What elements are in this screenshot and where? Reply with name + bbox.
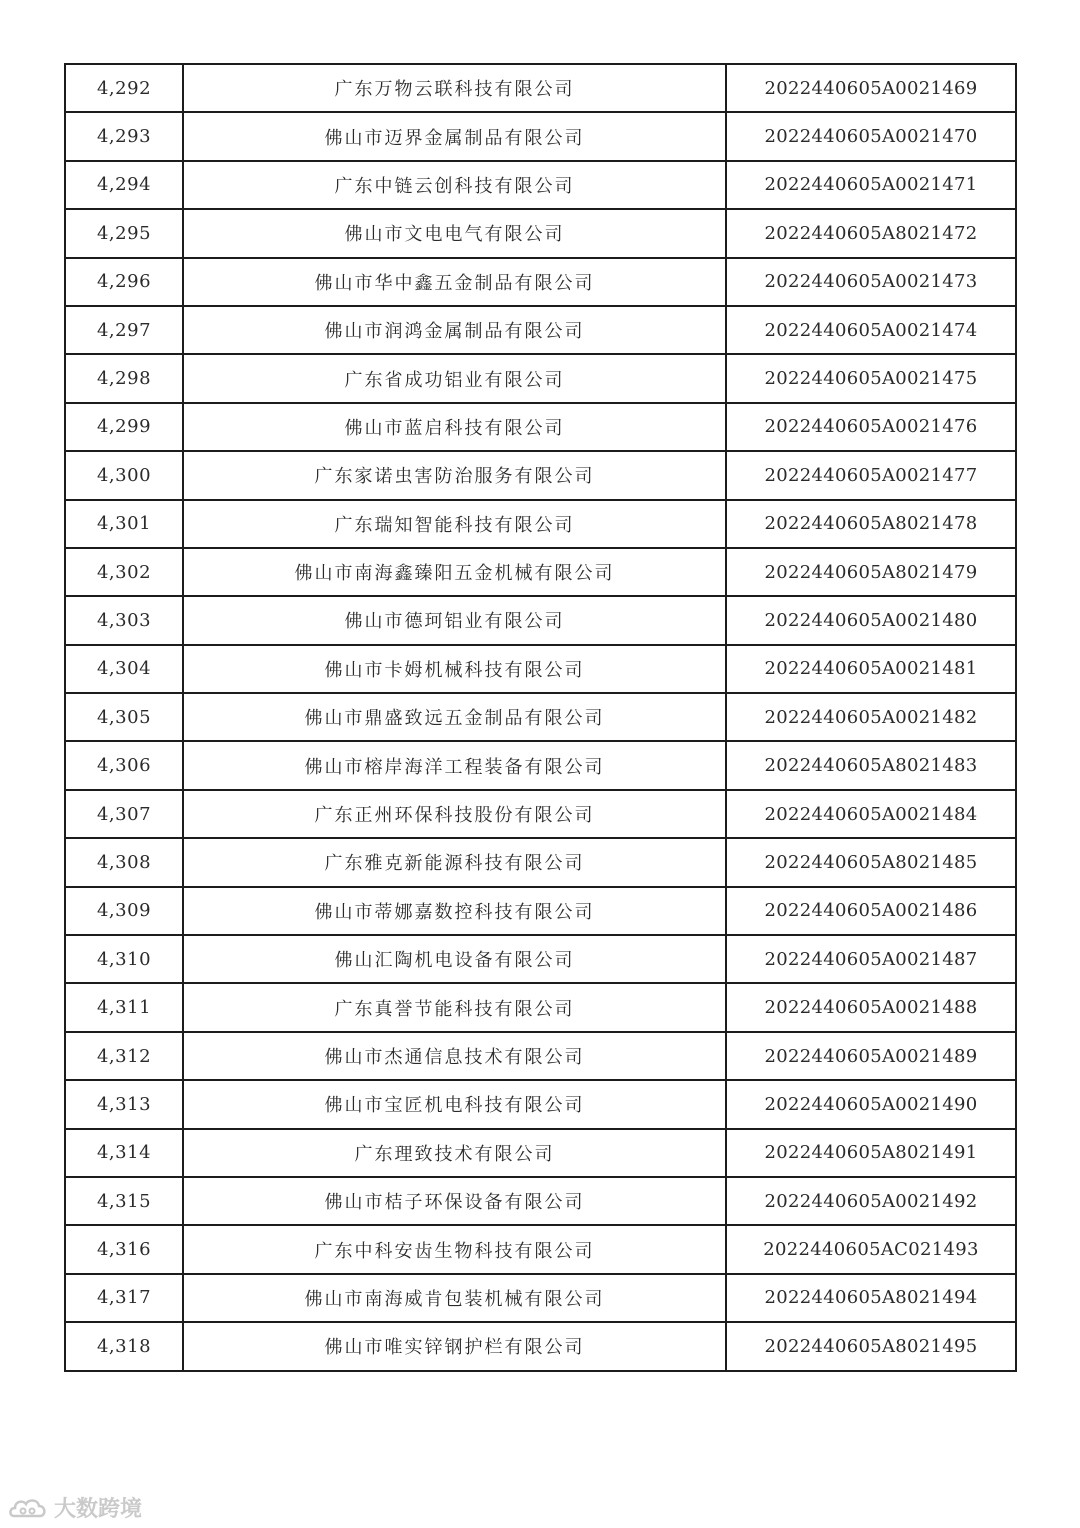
registration-code: 2022440605A0021489	[726, 1032, 1016, 1080]
row-number: 4,318	[65, 1322, 183, 1370]
row-number: 4,303	[65, 596, 183, 644]
table-row	[65, 596, 1016, 644]
company-name: 佛山市华中鑫五金制品有限公司	[183, 258, 726, 306]
company-name: 佛山市德珂铝业有限公司	[183, 596, 726, 644]
registration-code: 2022440605A0021487	[726, 935, 1016, 983]
registration-code: 2022440605A0021477	[726, 451, 1016, 499]
row-number: 4,298	[65, 354, 183, 402]
company-name: 广东万物云联科技有限公司	[183, 64, 726, 112]
table-row	[65, 64, 1016, 112]
registration-code: 2022440605A0021482	[726, 693, 1016, 741]
table-row	[65, 1177, 1016, 1225]
registration-code: 2022440605A0021490	[726, 1080, 1016, 1128]
table-row	[65, 1129, 1016, 1177]
row-number: 4,304	[65, 645, 183, 693]
table-row	[65, 1225, 1016, 1273]
company-name: 佛山市唯实锌钢护栏有限公司	[183, 1322, 726, 1370]
row-number: 4,295	[65, 209, 183, 257]
company-name: 广东省成功铝业有限公司	[183, 354, 726, 402]
row-number: 4,293	[65, 112, 183, 160]
table-row	[65, 741, 1016, 789]
company-name: 广东家诺虫害防治服务有限公司	[183, 451, 726, 499]
company-name: 佛山市润鸿金属制品有限公司	[183, 306, 726, 354]
row-number: 4,302	[65, 548, 183, 596]
row-number: 4,301	[65, 500, 183, 548]
registration-code: 2022440605A0021484	[726, 790, 1016, 838]
row-number: 4,305	[65, 693, 183, 741]
row-number: 4,316	[65, 1225, 183, 1273]
company-name: 广东瑞知智能科技有限公司	[183, 500, 726, 548]
registration-code: 2022440605AC021493	[726, 1225, 1016, 1273]
table-row	[65, 935, 1016, 983]
registration-code: 2022440605A0021488	[726, 983, 1016, 1031]
company-name: 佛山市蒂娜嘉数控科技有限公司	[183, 887, 726, 935]
cloud-logo-icon	[8, 1494, 48, 1522]
row-number: 4,317	[65, 1274, 183, 1322]
registration-code: 2022440605A0021470	[726, 112, 1016, 160]
company-name: 佛山市榕岸海洋工程装备有限公司	[183, 741, 726, 789]
registration-code: 2022440605A0021469	[726, 64, 1016, 112]
row-number: 4,315	[65, 1177, 183, 1225]
row-number: 4,299	[65, 403, 183, 451]
company-name: 广东雅克新能源科技有限公司	[183, 838, 726, 886]
company-name: 广东理致技术有限公司	[183, 1129, 726, 1177]
registration-code: 2022440605A8021472	[726, 209, 1016, 257]
registration-code: 2022440605A0021486	[726, 887, 1016, 935]
company-name: 佛山市文电电气有限公司	[183, 209, 726, 257]
row-number: 4,294	[65, 161, 183, 209]
table-body	[65, 64, 1016, 1371]
company-name: 佛山市南海鑫臻阳五金机械有限公司	[183, 548, 726, 596]
table-row	[65, 1032, 1016, 1080]
table-row	[65, 403, 1016, 451]
registration-code: 2022440605A0021471	[726, 161, 1016, 209]
registration-code: 2022440605A8021491	[726, 1129, 1016, 1177]
registration-code: 2022440605A8021483	[726, 741, 1016, 789]
row-number: 4,296	[65, 258, 183, 306]
registration-code: 2022440605A8021495	[726, 1322, 1016, 1370]
company-name: 广东正州环保科技股份有限公司	[183, 790, 726, 838]
table-row	[65, 500, 1016, 548]
table-row	[65, 548, 1016, 596]
company-name: 佛山市宝匠机电科技有限公司	[183, 1080, 726, 1128]
table-row	[65, 790, 1016, 838]
row-number: 4,306	[65, 741, 183, 789]
company-name: 佛山市卡姆机械科技有限公司	[183, 645, 726, 693]
company-registry-table	[64, 63, 1017, 1372]
company-name: 佛山市桔子环保设备有限公司	[183, 1177, 726, 1225]
row-number: 4,314	[65, 1129, 183, 1177]
registration-code: 2022440605A8021494	[726, 1274, 1016, 1322]
table-row	[65, 693, 1016, 741]
table-row	[65, 306, 1016, 354]
watermark	[8, 1492, 142, 1523]
registration-code: 2022440605A0021480	[726, 596, 1016, 644]
registration-code: 2022440605A0021492	[726, 1177, 1016, 1225]
registration-code: 2022440605A8021478	[726, 500, 1016, 548]
table-row	[65, 1322, 1016, 1370]
row-number: 4,311	[65, 983, 183, 1031]
row-number: 4,297	[65, 306, 183, 354]
table-row	[65, 983, 1016, 1031]
row-number: 4,292	[65, 64, 183, 112]
company-name: 佛山汇陶机电设备有限公司	[183, 935, 726, 983]
table-row	[65, 451, 1016, 499]
registration-code: 2022440605A8021485	[726, 838, 1016, 886]
table-row	[65, 112, 1016, 160]
registration-code: 2022440605A0021473	[726, 258, 1016, 306]
table-row	[65, 354, 1016, 402]
table-row	[65, 258, 1016, 306]
registration-code: 2022440605A0021475	[726, 354, 1016, 402]
table-row	[65, 887, 1016, 935]
company-name: 佛山市南海威肯包装机械有限公司	[183, 1274, 726, 1322]
row-number: 4,313	[65, 1080, 183, 1128]
row-number: 4,312	[65, 1032, 183, 1080]
table-row	[65, 161, 1016, 209]
table-row	[65, 209, 1016, 257]
company-name: 广东真誉节能科技有限公司	[183, 983, 726, 1031]
table-row	[65, 838, 1016, 886]
row-number: 4,310	[65, 935, 183, 983]
registration-code: 2022440605A0021474	[726, 306, 1016, 354]
company-name: 广东中科安齿生物科技有限公司	[183, 1225, 726, 1273]
row-number: 4,308	[65, 838, 183, 886]
row-number: 4,307	[65, 790, 183, 838]
registration-code: 2022440605A0021481	[726, 645, 1016, 693]
row-number: 4,300	[65, 451, 183, 499]
registration-code: 2022440605A0021476	[726, 403, 1016, 451]
table-row	[65, 1080, 1016, 1128]
table-row	[65, 1274, 1016, 1322]
company-name: 佛山市鼎盛致远五金制品有限公司	[183, 693, 726, 741]
company-name: 佛山市蓝启科技有限公司	[183, 403, 726, 451]
registration-code: 2022440605A8021479	[726, 548, 1016, 596]
company-name: 佛山市迈界金属制品有限公司	[183, 112, 726, 160]
company-name: 佛山市杰通信息技术有限公司	[183, 1032, 726, 1080]
row-number: 4,309	[65, 887, 183, 935]
watermark-text: 大数跨境	[54, 1497, 143, 1522]
company-name: 广东中链云创科技有限公司	[183, 161, 726, 209]
table-row	[65, 645, 1016, 693]
